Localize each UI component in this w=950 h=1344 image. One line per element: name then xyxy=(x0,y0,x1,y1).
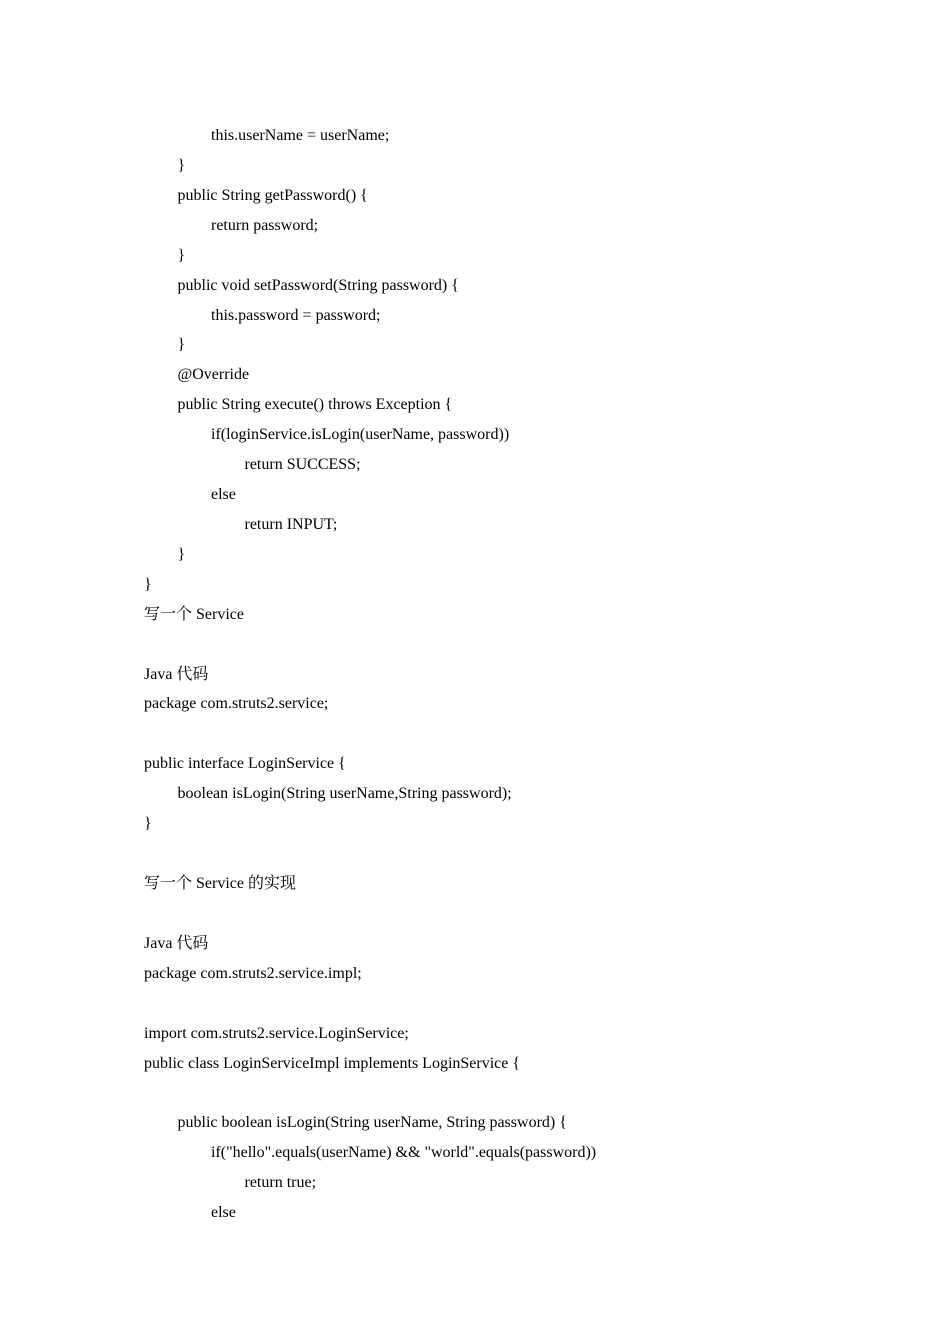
text-line: public interface LoginService { xyxy=(144,755,346,773)
text-line: this.password = password; xyxy=(211,306,381,324)
text-line: this.userName = userName; xyxy=(211,127,390,144)
text-line: public boolean isLogin(String userName, String password) { xyxy=(177,1114,567,1132)
text-line: } xyxy=(177,336,186,354)
text-line: @Override xyxy=(177,366,250,384)
text-line: return true; xyxy=(244,1174,317,1192)
text-line: } xyxy=(177,156,186,174)
text-line: } xyxy=(177,246,186,264)
text-line: import com.struts2.service.LoginService; xyxy=(144,1024,409,1042)
text-line: 写一个 Service 的实现 xyxy=(144,875,296,892)
text-line: return INPUT; xyxy=(244,515,338,533)
text-line: package com.struts2.service; xyxy=(144,695,329,713)
text-line: return password; xyxy=(211,216,319,234)
text-line: public void setPassword(String password) { xyxy=(177,276,459,294)
text-line: Java 代码 xyxy=(144,665,209,683)
text-line: } xyxy=(144,575,152,593)
text-line: if(loginService.isLogin(userName, password)) xyxy=(211,426,510,444)
text-line: } xyxy=(144,815,152,833)
text-line: package com.struts2.service.impl; xyxy=(144,964,362,982)
text-line: public String getPassword() { xyxy=(177,186,368,204)
text-line: } xyxy=(177,545,186,563)
text-line: if("hello".equals(userName) && "world".equals(password)) xyxy=(211,1144,597,1162)
text-line: else xyxy=(211,1204,236,1222)
text-line: 写一个 Service xyxy=(144,605,244,623)
text-line: Java 代码 xyxy=(144,934,209,952)
text-line: public String execute() throws Exception { xyxy=(177,396,453,414)
text-line: public class LoginServiceImpl implements LoginService { xyxy=(144,1054,521,1072)
text-line: boolean isLogin(String userName,String password); xyxy=(177,785,512,803)
text-line: return SUCCESS; xyxy=(244,456,361,474)
text-line: else xyxy=(211,486,236,504)
